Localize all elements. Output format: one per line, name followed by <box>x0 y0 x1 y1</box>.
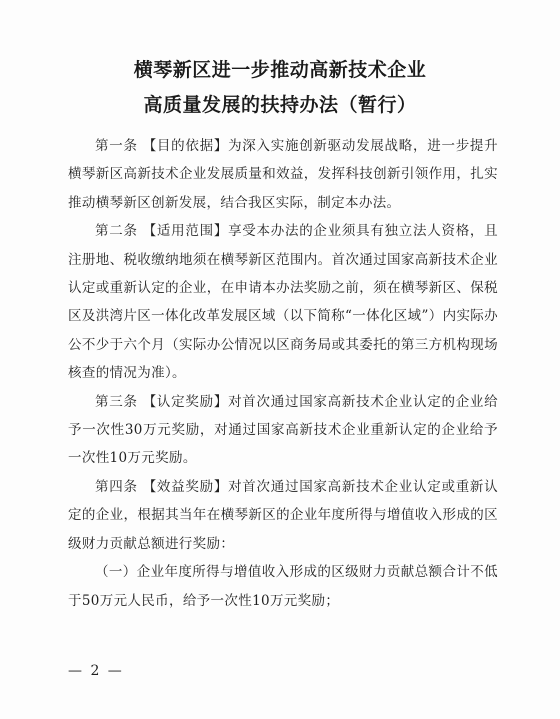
article-text: 对首次通过国家高新技术企业认定的企业给予一次性30万元奖励，对通过国家高新技术企业重新认定的企业给予一次性10万元奖励。 <box>68 393 498 467</box>
article-3 <box>68 388 498 473</box>
article-heading: 第一条 【目的依据】 <box>95 138 229 154</box>
document-title-line-1: 横琴新区进一步推动高新技术企业 <box>133 59 427 81</box>
list-item-1: （一）企业年度所得与增值收入形成的区级财力贡献总额合计不低于50万元人民币，给予一次性10万元奖励； <box>68 564 498 609</box>
article-2 <box>68 217 498 387</box>
document-title-line-2: 高质量发展的扶持办法（暂行） <box>143 94 417 116</box>
article-4 <box>68 473 498 558</box>
document-body <box>68 132 498 615</box>
article-heading: 第四条 【效益奖励】 <box>95 478 229 495</box>
article-text: 为深入实施创新驱动发展战略，进一步提升横琴新区高新技术企业发展质量和效益，发挥科技创新引领作用，扎实推动横琴新区创新发展，结合我区实际，制定本办法。 <box>68 138 498 211</box>
article-text: 享受本办法的企业须具有独立法人资格，且注册地、税收缴纳地须在横琴新区范围内。首次通过国家高新技术企业认定或重新认定的企业，在申请本办法奖励之前，须在横琴新区、保税区及洪湾片区一体化改革发展区域（以下简称“一体化区域”）内实际办公不少于六个月（实际办公情况以区商务局或其委托的第三方机构现场核查的情况为准）。 <box>68 223 499 382</box>
article-1 <box>68 132 498 217</box>
article-text: 对首次通过国家高新技术企业认定或重新认定的企业，根据其当年在横琴新区的企业年度所得与增值收入形成的区级财力贡献总额进行奖励： <box>68 478 498 552</box>
article-heading: 第三条 【认定奖励】 <box>95 393 229 410</box>
article-heading: 第二条 【适用范围】 <box>95 223 229 240</box>
page-number: — 2 — <box>68 663 124 679</box>
